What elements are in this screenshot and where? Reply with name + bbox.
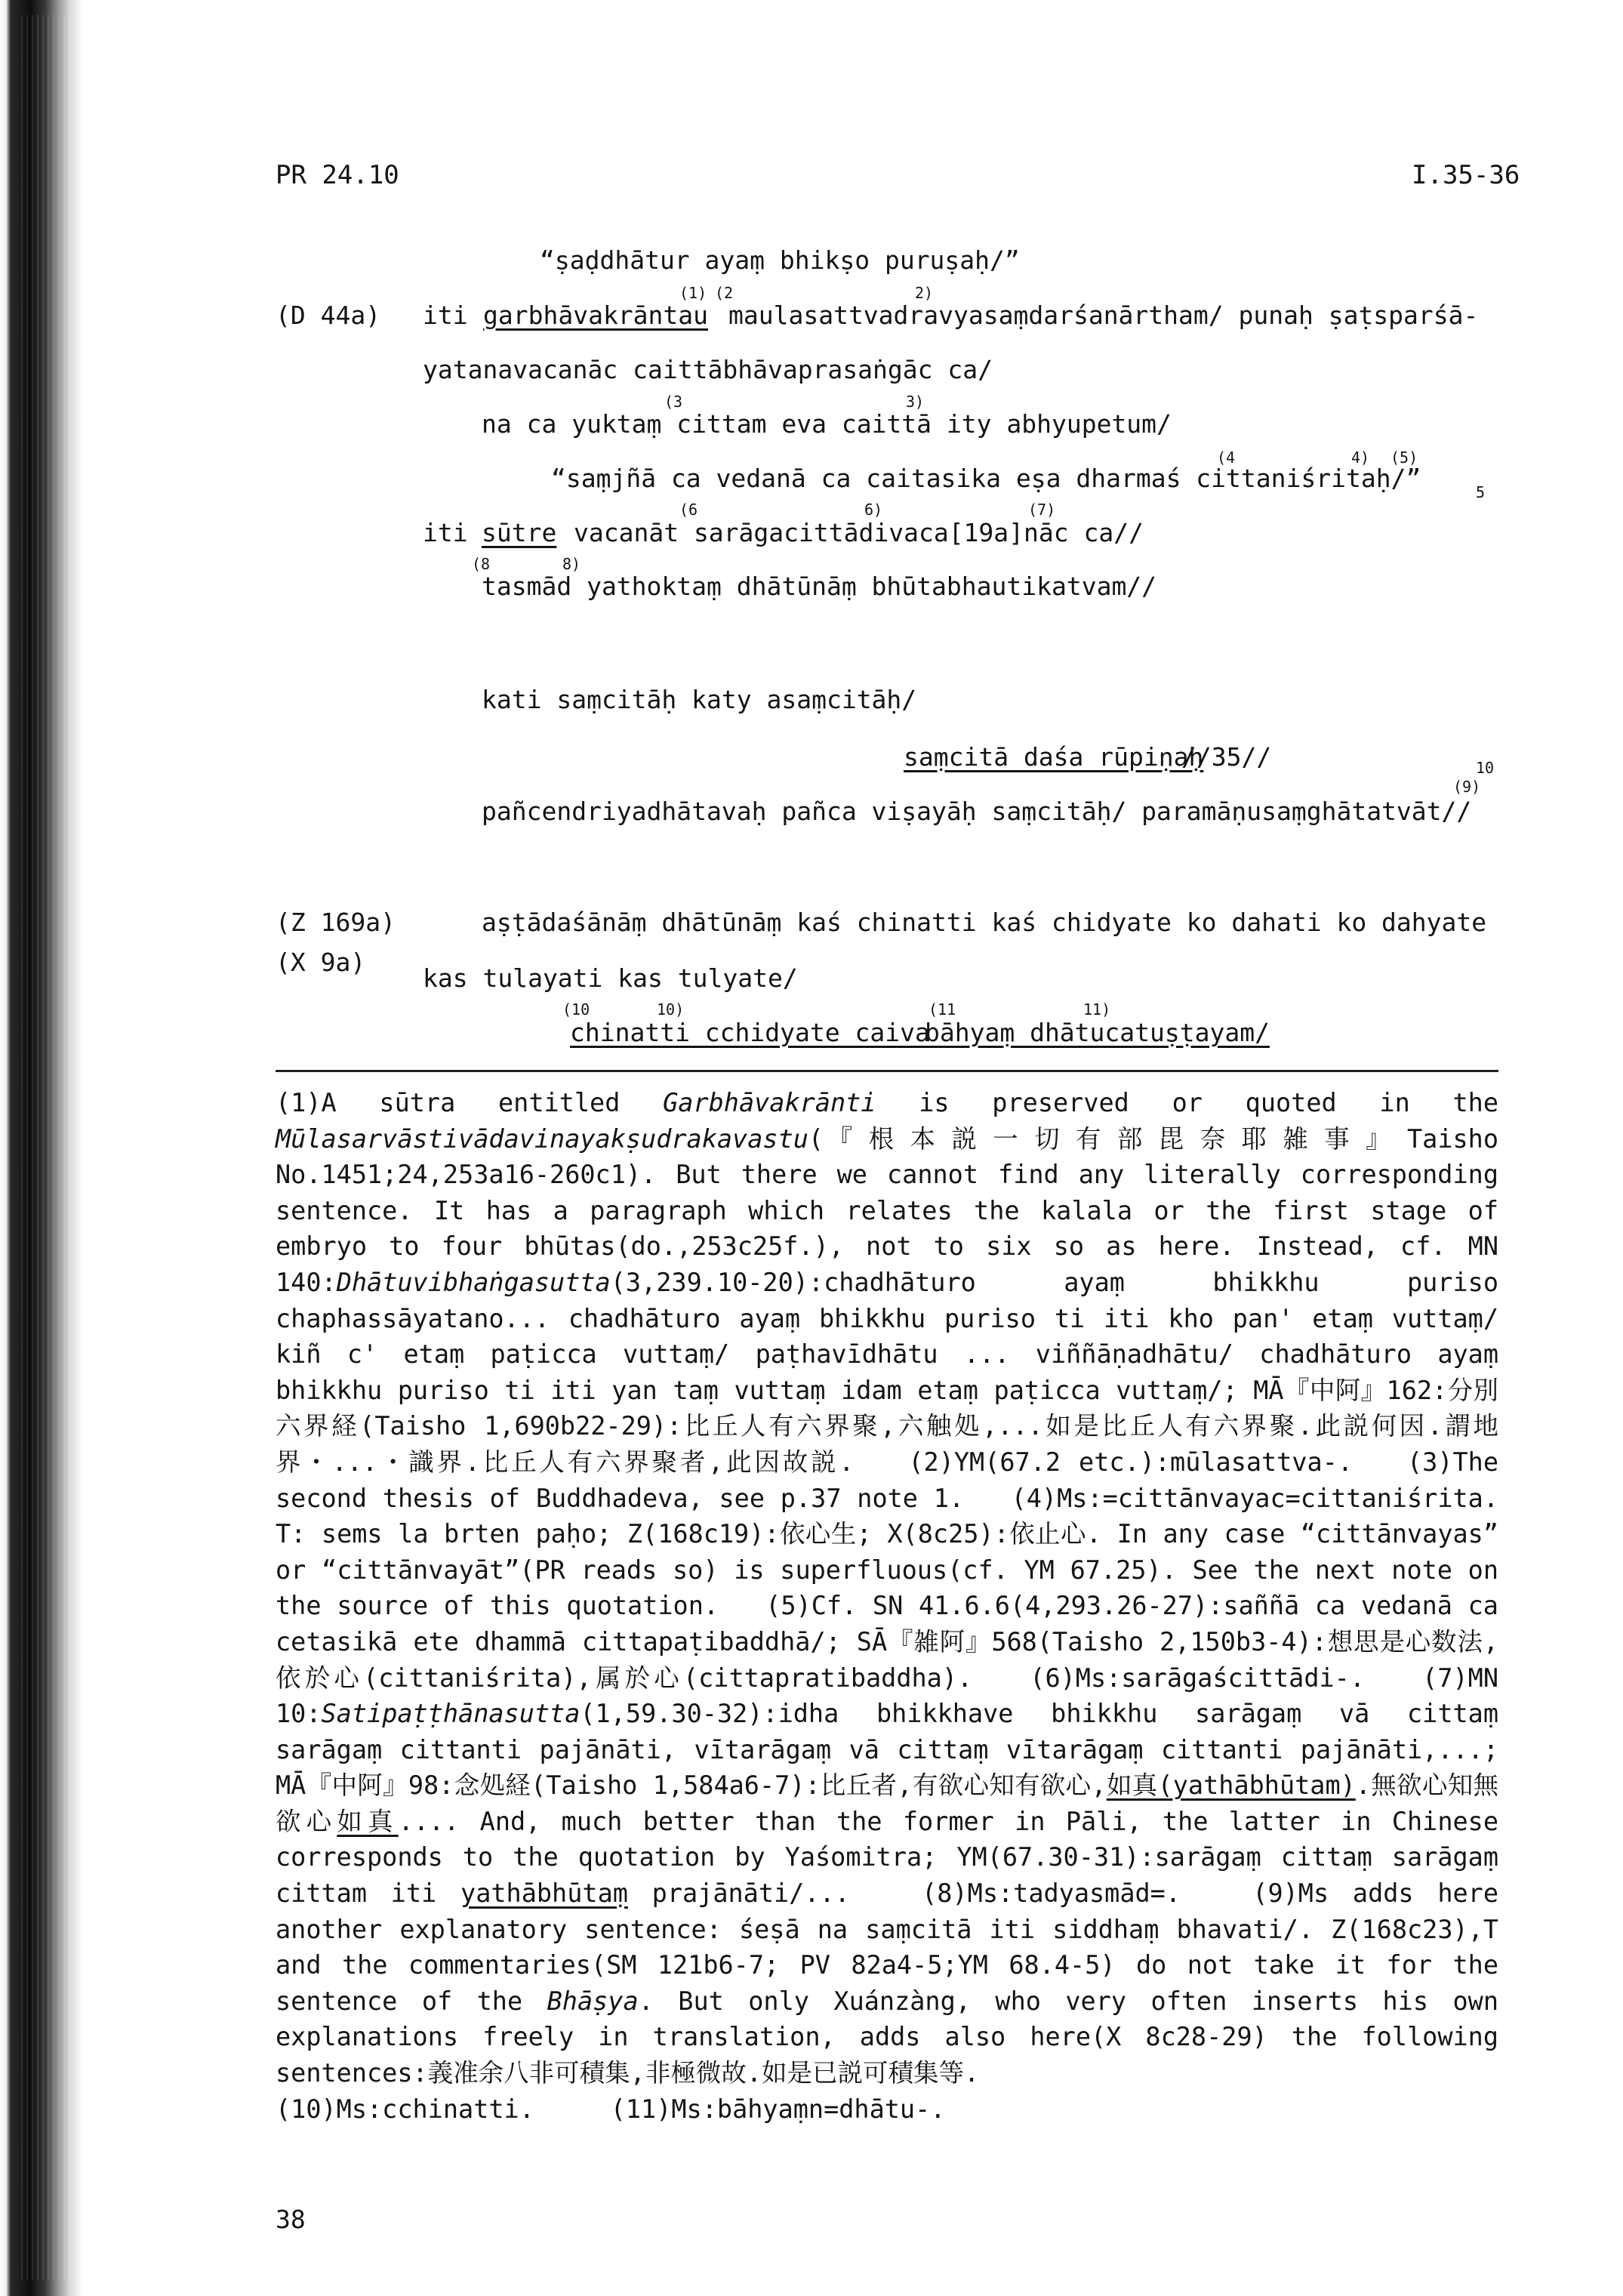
- text-line-9: pañcendriyadhātavaḥ pañca viṣayāḥ saṃcitāḥ/ paramāṇusaṃghātatvāt//: [482, 797, 1472, 826]
- footnote-rule: [276, 1070, 1498, 1072]
- line-number-5: 5: [1476, 483, 1486, 501]
- footnote-4: (4)Ms:=cittānvayac=cittaniśrita. T: sems la brten paḥo; Z(168c19):依心生; X(8c25):依止心. In any case “cittānvayas” or “cittānvayāt”(PR reads so) is superfluous(cf. YM 67.25). See the next note on the source of this quotation.: [276, 1483, 1498, 1621]
- note-marker-3-close: 3): [906, 393, 925, 411]
- line-number-10: 10: [1476, 759, 1495, 777]
- note-marker-8-close: 8): [562, 555, 581, 573]
- verse-35-text: saṃcitā daśa rūpiṇaḥ: [904, 742, 1204, 772]
- running-header-right: I.35-36: [1412, 160, 1520, 190]
- note-marker-6-close: 6): [864, 501, 883, 519]
- note-marker-2-open: (2: [715, 284, 734, 302]
- question-line: kati saṃcitāḥ katy asaṃcitāḥ/: [482, 685, 917, 714]
- footnote-5: (5)Cf. SN 41.6.6(4,293.26-27):saññā ca vedanā ca cetasikā ete dhammā cittapaṭibaddhā/; SĀ『雑阿』568(Taisho 2,150b3-4):想思是心数法,依於心(cittaniśrita),属於心(cittapratibaddha).: [276, 1591, 1498, 1693]
- text-line-2: maulasattvadravyasaṃdarśanārtham/ punaḥ ṣaṭsparśā-: [728, 300, 1479, 330]
- term-garbhavakrantau: garbhāvakrāntau: [483, 300, 709, 330]
- footnote-1: (1)A sūtra entitled Garbhāvakrānti is preserved or quoted in the Mūlasarvāstivādavinayakṣudrakavastu(『根本説一切有部毘奈耶雑事』Taisho No.1451;24,253a16-260c1). But there we cannot find any literally corresponding sentence. It has a paragraph which relates the kalala or the first stage of embryo to four bhūtas(do.,253c25f.), not to six so as here. Instead, cf. MN 140:Dhātuvibhaṅgasutta(3,239.10-20):chadhāturo ayaṃ bhikkhu puriso chaphassāyatano... chadhāturo ayaṃ bhikkhu puriso ti iti kho pan' etaṃ vuttaṃ/ kiñ c' etaṃ paṭicca vuttaṃ/ paṭhavīdhātu ... viññāṇadhātu/ chadhāturo ayaṃ bhikkhu puriso ti iti yan taṃ vuttaṃ idam etaṃ paṭicca vuttaṃ/; MĀ『中阿』162:分別六界経(Taisho 1,690b22-29):比丘人有六界聚,六触処,...如是比丘人有六界聚.此説何因.謂地界・...・識界.比丘人有六界聚者,此因故説.: [276, 1088, 1499, 1477]
- text-iti: iti: [423, 300, 468, 330]
- footnote-10: (10)Ms:cchinatti.: [276, 2094, 534, 2124]
- footnotes: [276, 1085, 1498, 2127]
- ref-x9a: (X 9a): [276, 948, 366, 977]
- note-marker-11-open: (11: [929, 1000, 956, 1019]
- page-number: 38: [276, 2205, 306, 2234]
- text-iti-2: iti: [423, 518, 468, 547]
- footnote-7: (7)MN 10:Satipaṭṭhānasutta(1,59.30-32):idha bhikkhave bhikkhu sarāgaṃ vā cittaṃ sarāgaṃ cittanti pajānāti, vītarāgaṃ vā cittaṃ vītarāgaṃ cittanti pajānāti,...; MĀ『中阿』98:念処経(Taisho 1,584a6-7):比丘者,有欲心知有欲心,如真(yathābhūtam).無欲心知無欲心如真.... And, much better than the former in Pāli, the latter in Chinese corresponds to the quotation by Yaśomitra; YM(67.30-31):sarāgaṃ cittaṃ sarāgaṃ cittam iti yathābhūtaṃ prajānāti/...: [276, 1663, 1499, 1909]
- ref-d44a: (D 44a): [276, 300, 381, 330]
- footnote-6: (6)Ms:sarāgaścittādi-.: [1030, 1663, 1366, 1693]
- text-line-11: kas tulayati kas tulyate/: [423, 963, 798, 993]
- verse-36-part-b: bāhyaṃ dhātucatuṣṭayam/: [925, 1018, 1270, 1047]
- text-line-10: aṣṭādaśānāṃ dhātūnāṃ kaś chinatti kaś chidyate ko dahati ko dahyate: [482, 908, 1487, 937]
- note-marker-4-close: 4): [1351, 448, 1370, 467]
- note-marker-7: (7): [1028, 501, 1056, 519]
- footnote-11: (11)Ms:bāhyaṃn=dhātu-.: [610, 2094, 946, 2124]
- verse-35-number: //35//: [1181, 742, 1272, 772]
- note-marker-10-close: 10): [657, 1000, 685, 1019]
- note-marker-5: (5): [1390, 448, 1418, 467]
- text-line-7: tasmād yathoktaṃ dhātūnāṃ bhūtabhautikatvam//: [482, 572, 1157, 601]
- ref-z169a: (Z 169a): [276, 908, 396, 937]
- note-marker-1: (1): [679, 284, 707, 302]
- footnote-3: (3)The second thesis of Buddhadeva, see p.37 note 1.: [276, 1447, 1498, 1513]
- verse-36-part-a: chinatti cchidyate caiva: [570, 1018, 930, 1047]
- footnote-8: (8)Ms:tadyasmād=.: [922, 1878, 1181, 1909]
- verse-quote-line: “ṣaḍdhātur ayaṃ bhikṣo puruṣaḥ/”: [540, 245, 1020, 275]
- note-marker-9: (9): [1453, 778, 1481, 796]
- quotation-line: “saṃjñā ca vedanā ca caitasika eṣa dharmaś cittaniśritaḥ/”: [551, 464, 1421, 493]
- note-marker-6-open: (6: [679, 501, 698, 519]
- note-marker-4-open: (4: [1217, 448, 1236, 467]
- note-marker-8-open: (8: [472, 555, 491, 573]
- footnote-9: (9)Ms adds here another explanatory sentence: śeṣā na saṃcitā iti siddhaṃ bhavati/. Z(168c23),T and the commentaries(SM 121b6-7; PV 82a4-5;YM 68.4-5) do not take it for the sentence of the Bhāṣya. But only Xuánzàng, who very often inserts his own explanations freely in translation, adds also here(X 8c28-29) the following sentences:義准余八非可積集,非極微故.如是已説可積集等.: [276, 1878, 1499, 2088]
- text-line-3: yatanavacanāc caittābhāvaprasaṅgāc ca/: [423, 355, 993, 384]
- book-binding-edge: [0, 0, 94, 2296]
- note-marker-11-close: 11): [1083, 1000, 1111, 1019]
- note-marker-2-close: 2): [915, 284, 934, 302]
- note-marker-10-open: (10: [562, 1000, 590, 1019]
- text-line-4: na ca yuktaṃ cittam eva caittā ity abhyupetum/: [482, 409, 1172, 439]
- footnote-2: (2)YM(67.2 etc.):mūlasattva-.: [908, 1447, 1354, 1477]
- term-sutre: sūtre: [482, 518, 557, 547]
- text-line-6: vacanāt sarāgacittādivaca[19a]nāc ca//: [574, 518, 1144, 547]
- running-header-left: PR 24.10: [276, 160, 399, 190]
- note-marker-3-open: (3: [664, 393, 683, 411]
- binding-texture: [21, 15, 74, 2280]
